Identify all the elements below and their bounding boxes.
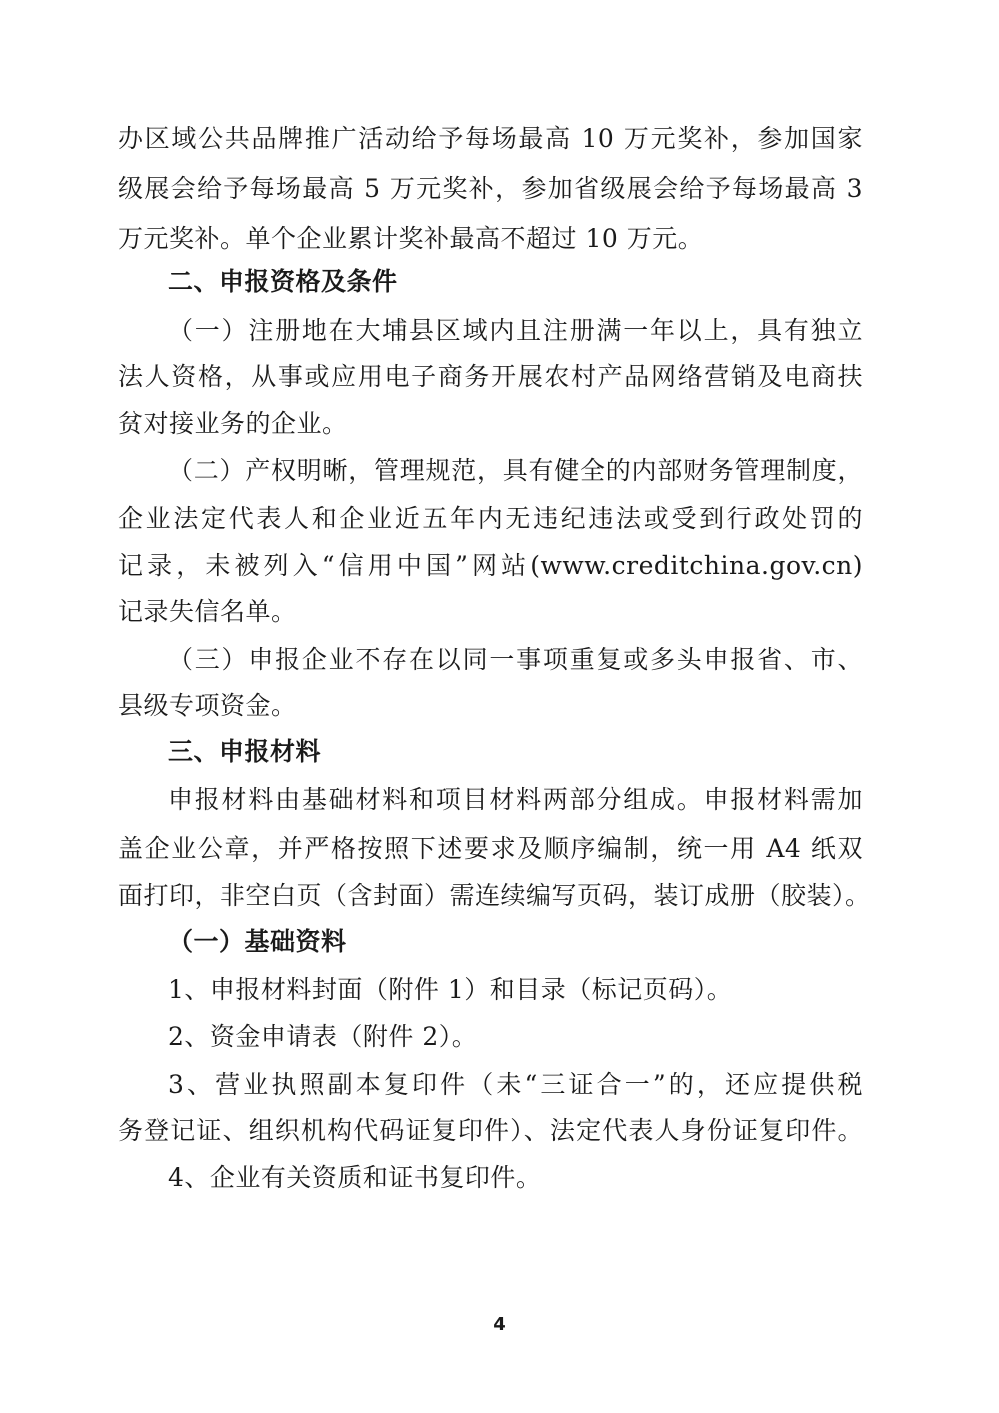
list-item: 1、申报材料封面（附件 1）和目录（标记页码）。 <box>168 975 733 1004</box>
body-text-line: 县级专项资金。 <box>118 691 297 720</box>
body-text-line: 记录，未被列入“信用中国”网站(www.creditchina.gov.cn) <box>118 551 863 580</box>
subsection-heading: （一）基础资料 <box>168 927 347 956</box>
body-text-line: 记录失信名单。 <box>118 597 297 626</box>
list-item: 3、营业执照副本复印件（未“三证合一”的，还应提供税 <box>168 1070 863 1099</box>
body-text-line: （一）注册地在大埔县区域内且注册满一年以上，具有独立 <box>168 316 863 345</box>
body-text-line: 办区域公共品牌推广活动给予每场最高 10 万元奖补，参加国家 <box>118 124 863 153</box>
body-text-line: 级展会给予每场最高 5 万元奖补，参加省级展会给予每场最高 3 <box>118 174 863 203</box>
section-heading: 三、申报材料 <box>168 737 322 766</box>
page-number: 4 <box>493 1314 506 1335</box>
list-item-continuation: 务登记证、组织机构代码证复印件）、法定代表人身份证复印件。 <box>118 1116 863 1145</box>
body-text-line: （三）申报企业不存在以同一事项重复或多头申报省、市、 <box>168 645 863 674</box>
section-heading: 二、申报资格及条件 <box>168 267 398 296</box>
body-text-line: 万元奖补。单个企业累计奖补最高不超过 10 万元。 <box>118 224 704 253</box>
body-text-line: 企业法定代表人和企业近五年内无违纪违法或受到行政处罚的 <box>118 504 863 533</box>
list-item: 4、企业有关资质和证书复印件。 <box>168 1163 542 1192</box>
body-text-line: 法人资格，从事或应用电子商务开展农村产品网络营销及电商扶 <box>118 362 863 391</box>
body-text-line: 贫对接业务的企业。 <box>118 409 348 438</box>
body-text-line: （二）产权明晰，管理规范，具有健全的内部财务管理制度， <box>168 456 863 485</box>
list-item: 2、资金申请表（附件 2）。 <box>168 1022 478 1051</box>
body-text-line: 面打印，非空白页（含封面）需连续编写页码，装订成册（胶装）。 <box>118 881 871 910</box>
body-text-line: 盖企业公章，并严格按照下述要求及顺序编制，统一用 A4 纸双 <box>118 834 863 863</box>
body-text-line: 申报材料由基础材料和项目材料两部分组成。申报材料需加 <box>168 785 863 814</box>
